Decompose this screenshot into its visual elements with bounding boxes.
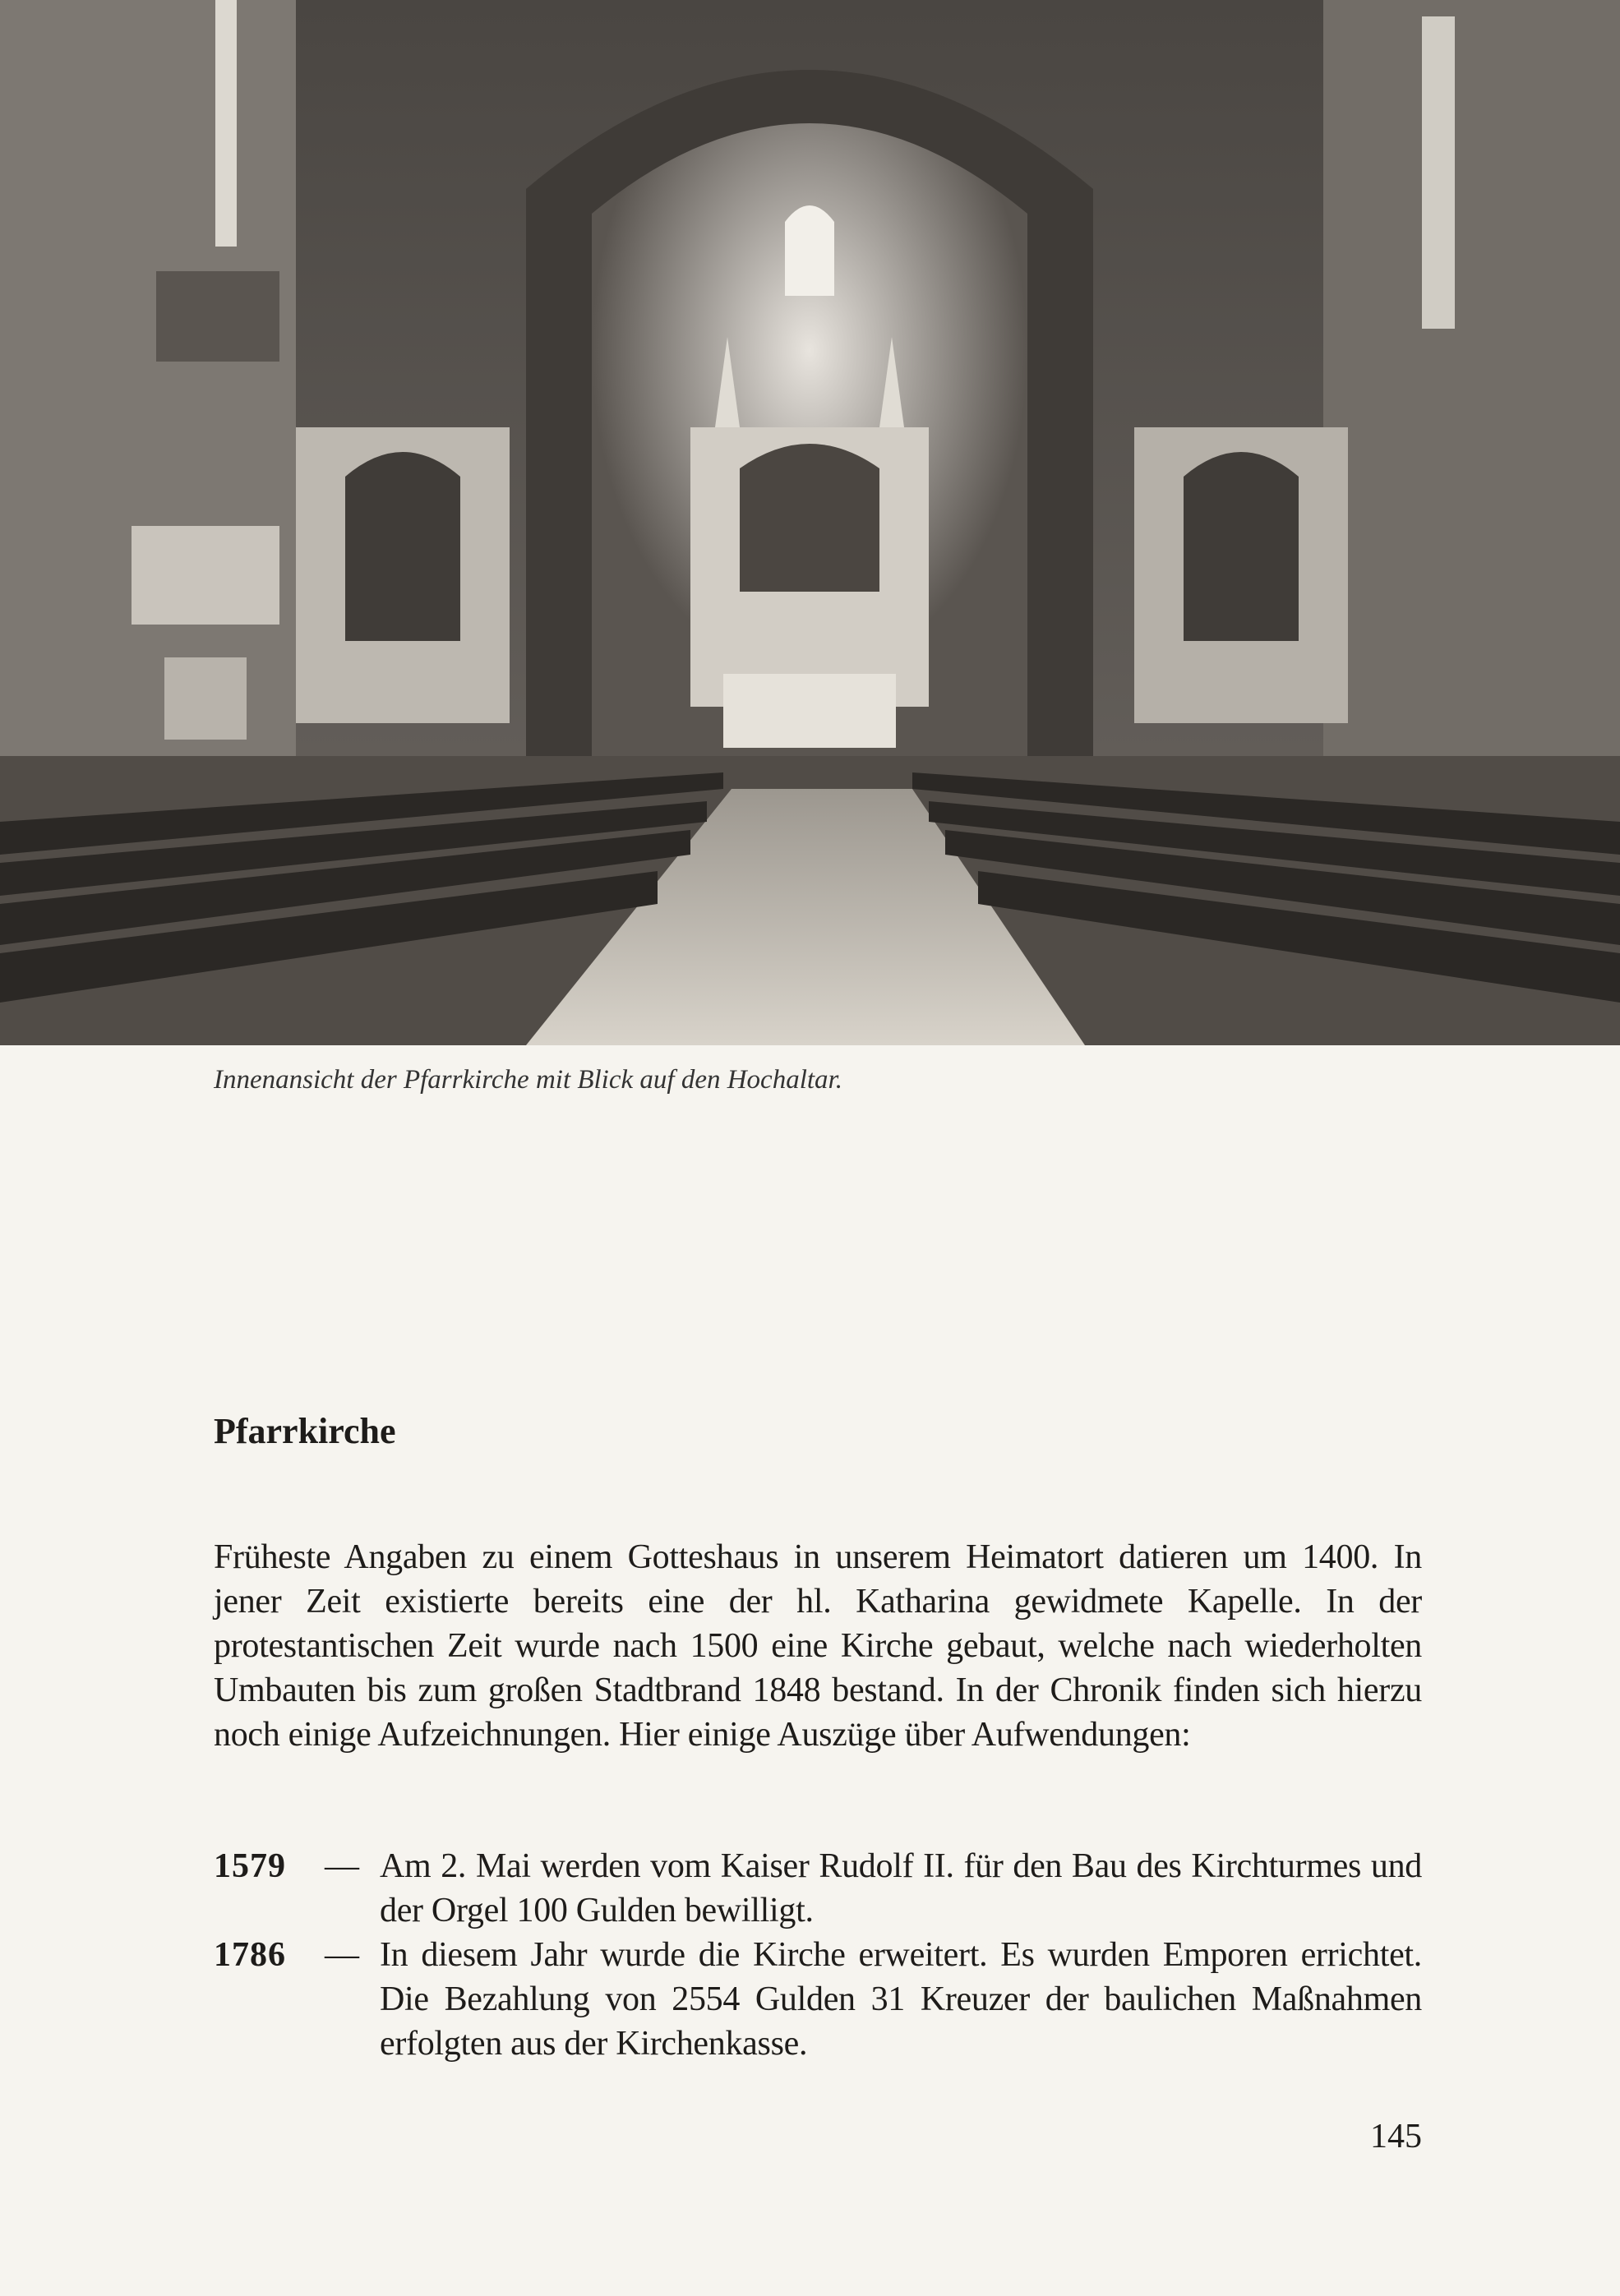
page-number: 145	[1370, 2118, 1422, 2155]
entry-dash: —	[325, 1847, 359, 1885]
section-heading: Pfarrkirche	[214, 1411, 396, 1451]
chronicle-entry	[214, 1844, 1422, 1933]
chronicle-entries	[214, 1844, 1422, 2066]
intro-paragraph: Früheste Angaben zu einem Gotteshaus in unserem Heimatort datieren um 1400. In jener Zeit existierte bereits eine der hl. Katharina gewidmete Kapelle. In der protestantischen Zeit wurde nach 1500 eine Kirche gebaut, welche nach wiederholten Umbauten bis zum großen Stadtbrand 1848 bestand. In der Chronik finden sich hierzu noch einige Aufzeichnungen. Hier einige Auszüge über Aufwendungen:	[214, 1538, 1422, 1754]
chronicle-entry	[214, 1933, 1422, 2066]
photo-caption: Innenansicht der Pfarrkirche mit Blick auf den Hochaltar.	[214, 1065, 842, 1095]
entry-year: 1579	[214, 1847, 286, 1885]
entry-dash: —	[325, 1936, 359, 1974]
church-interior-photo	[0, 0, 1620, 1045]
entry-text: Am 2. Mai werden vom Kaiser Rudolf II. für den Bau des Kirchturmes und der Orgel 100 Gulden bewilligt.	[380, 1847, 1422, 1929]
entry-year: 1786	[214, 1936, 286, 1974]
entry-text: In diesem Jahr wurde die Kirche erweitert. Es wurden Emporen errichtet. Die Bezahlung von 2554 Gulden 31 Kreuzer der baulichen Maßnahmen erfolgten aus der Kirchenkasse.	[380, 1936, 1422, 2063]
